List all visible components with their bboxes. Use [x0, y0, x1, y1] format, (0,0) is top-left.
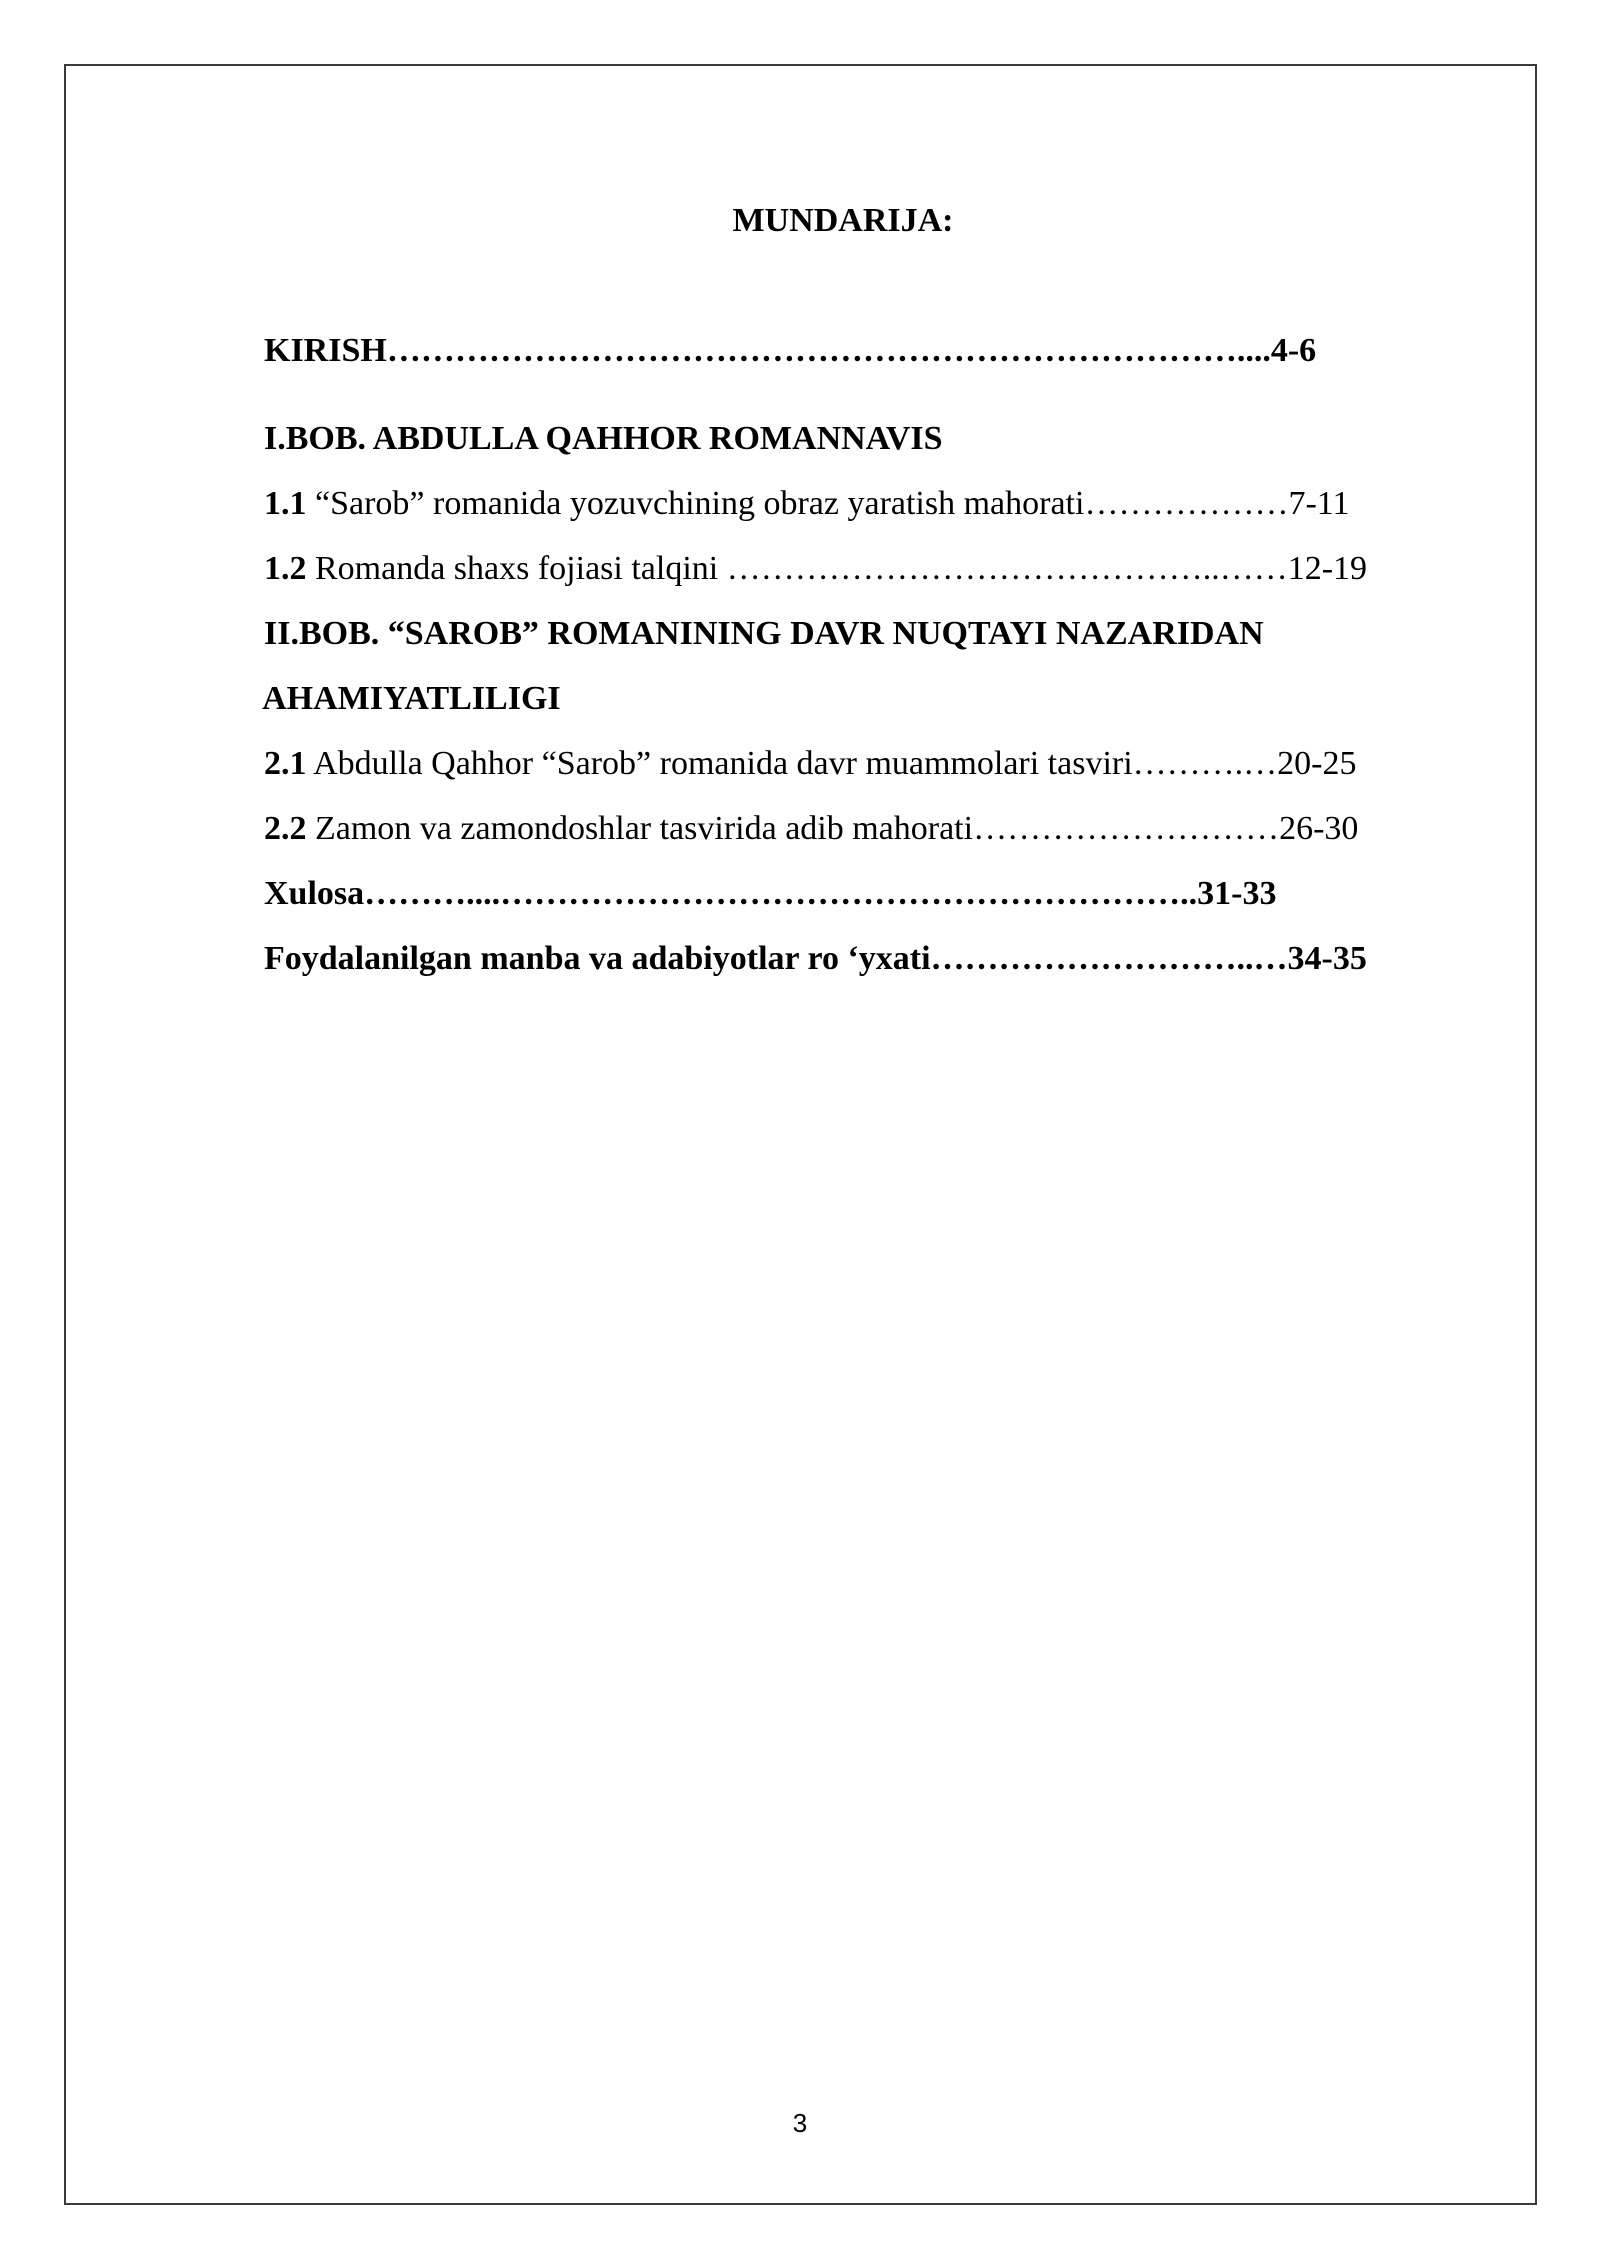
page-number: 3 [792, 2108, 808, 2138]
section-number: 2.2 [264, 810, 307, 847]
section-number: 2.1 [264, 745, 307, 782]
table-of-contents [230, 195, 1470, 977]
toc-entry-text: Romanda shaxs fojiasi talqini ……………………………………..……12-19 [306, 550, 1368, 587]
toc-entry-bibliography[interactable] [230, 893, 1367, 1025]
toc-entry-text: I.BOB. ABDULLA QAHHOR ROMANNAVIS [264, 420, 943, 457]
toc-entry-text: “Sarob” romanida yozuvchining obraz yaratish mahorati………………7-11 [306, 485, 1350, 522]
toc-entry-text: AHAMIYATLILIGI [262, 680, 561, 717]
section-number: 1.1 [264, 485, 307, 522]
toc-title: MUNDARIJA: [732, 202, 954, 239]
section-number: 1.2 [264, 550, 307, 587]
toc-entry-text: Zamon va zamondoshlar tasvirida adib mahorati………………………26-30 [306, 810, 1359, 847]
toc-entry-text: KIRISH…………………………………………………………………....4-6 [264, 332, 1317, 369]
toc-entry-text: Foydalanilgan manba va adabiyotlar ro ‘yxati………………………..…34-35 [264, 940, 1367, 977]
toc-entry-text: Xulosa………....……………………………………………………..31-33 [264, 875, 1277, 912]
toc-entry-text: Abdulla Qahhor “Sarob” romanida davr muammolari tasviri……….…20-25 [306, 745, 1357, 782]
toc-entry-text: II.BOB. “SAROB” ROMANINING DAVR NUQTAYI NAZARIDAN [264, 615, 1264, 652]
